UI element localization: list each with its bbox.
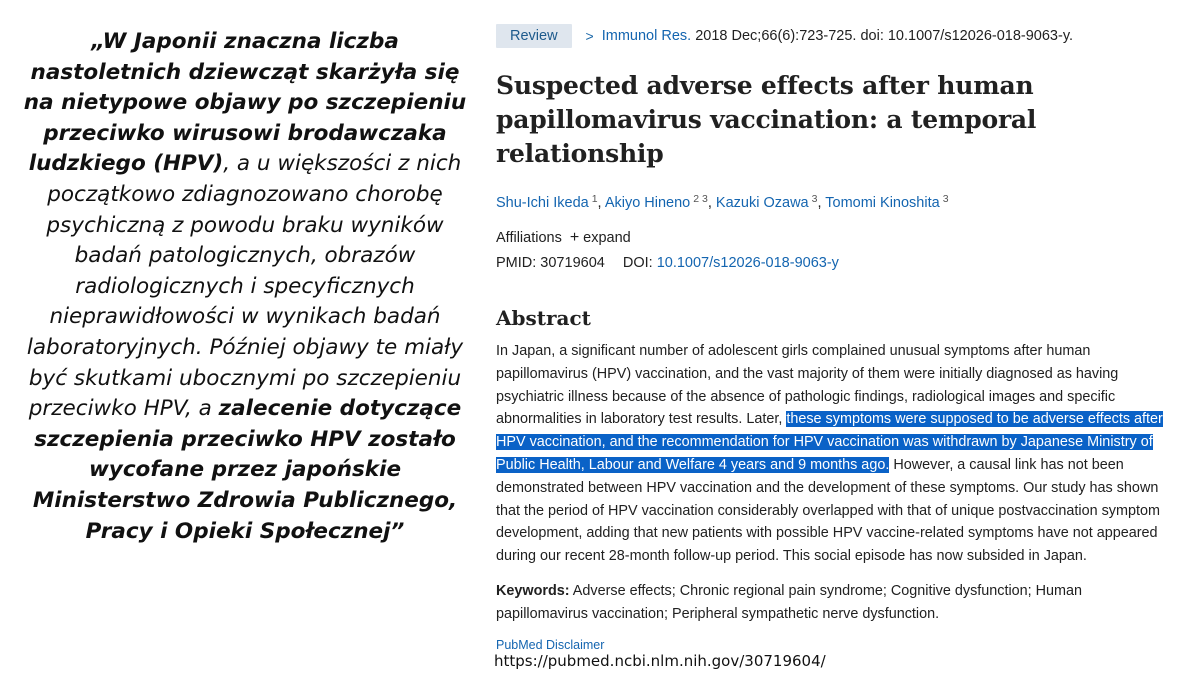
quote-close-mark: ” xyxy=(390,518,405,544)
abstract-text xyxy=(496,340,1166,568)
citation-text: 2018 Dec;66(6):723-725. doi: 10.1007/s12026-018-9063-y. xyxy=(691,28,1074,44)
author-affiliation-ref[interactable]: 2 3 xyxy=(693,193,708,205)
keywords-label: Keywords: xyxy=(496,582,570,599)
affiliations-label: Affiliations xyxy=(496,230,562,246)
author-link[interactable]: Akiyo Hineno xyxy=(604,195,691,211)
identifiers-row xyxy=(496,252,1176,274)
doi-link[interactable]: 10.1007/s12026-018-9063-y xyxy=(656,255,839,271)
author-affiliation-ref[interactable]: 1 xyxy=(591,193,598,205)
chevron-right-icon: > xyxy=(585,28,594,44)
plus-icon[interactable]: + xyxy=(569,229,580,246)
quote-open-mark: „ xyxy=(91,29,103,54)
quote-bold-1: W Japonii znaczna liczba nastoletnich dziewcząt skarżyła się na nietypowe objawy po szczepieniu przeciwko wirusowi brodawczaka ludzkiego (HPV) xyxy=(23,29,467,177)
abstract-post: However, a causal link has not been demonstrated between HPV vaccination and the development of these symptoms. Our study has shown that the period of HPV vaccination considerably overlapped with that of unique postvaccination symptom development, adding that new patients with possible HPV vaccine-related symptoms have not appeared during our recent 28-month follow-up period. This social episode has now subsided in Japan. xyxy=(496,456,1160,565)
pubmed-disclaimer-link[interactable]: PubMed Disclaimer xyxy=(496,637,605,652)
author-affiliation-ref[interactable]: 3 xyxy=(811,193,818,205)
quote-bold-2: zalecenie dotyczące szczepienia przeciwko HPV zostało wycofane przez japońskie Ministerstwo Zdrowia Publicznego, Pracy i Opieki Społecznej xyxy=(32,396,462,544)
author-link[interactable]: Kazuki Ozawa xyxy=(715,195,809,211)
keywords-text: Adverse effects; Chronic regional pain syndrome; Cognitive dysfunction; Human papillomavirus vaccination; Peripheral sympathetic nerve dysfunction. xyxy=(496,582,1083,622)
author-affiliation-ref[interactable]: 3 xyxy=(942,193,949,205)
citation-row xyxy=(496,20,1176,52)
keywords xyxy=(496,580,1176,626)
article-title: Suspected adverse effects after human papillomavirus vaccination: a temporal relationship xyxy=(496,71,1037,168)
pmid: PMID: 30719604 xyxy=(496,255,605,271)
pubmed-article xyxy=(496,20,1176,652)
quote-text: , a u większości z nich początkowo zdiagnozowano chorobę psychiczną z powodu braku wyników badań patologicznych, obrazów radiologicznych i specyficznych nieprawidłowości w wynikach badań laboratoryjnych. Później objawy te miały być skutkami ubocznymi po szczepieniu przeciwko HPV, a xyxy=(26,151,464,422)
abstract-pre: In Japan, a significant number of adolescent girls complained unusual symptoms after human papillomavirus (HPV) vaccination, and the vast majority of them were initially diagnosed as having psychiatric illness because of the absence of pathologic findings, radiological images and specific abnormalities in laboratory test results. Later, xyxy=(496,343,1119,428)
abstract-highlight: these symptoms were supposed to be adverse effects after HPV vaccination, and the recommendation for HPV vaccination was withdrawn by Japanese Ministry of Public Health, Labour and Welfare 4 years and 9 months ago. xyxy=(496,411,1163,473)
affiliations-row[interactable] xyxy=(496,227,1176,249)
author-list: Shu-Ichi Ikeda $^1$, Akiyo Hineno $^{2 3}$, Kazuki Ozawa $^3$, Tomomi Kinoshita $^3$ xyxy=(496,193,949,211)
source-url: https://pubmed.ncbi.nlm.nih.gov/30719604/ xyxy=(494,652,826,670)
expand-label[interactable]: expand xyxy=(583,230,631,246)
doi-label: DOI: xyxy=(622,255,653,271)
author-link[interactable]: Tomomi Kinoshita xyxy=(825,195,940,211)
journal-link[interactable]: Immunol Res. xyxy=(601,28,692,44)
abstract-heading: Abstract xyxy=(496,306,591,330)
article-type-badge: Review xyxy=(496,24,572,48)
author-link[interactable]: Shu-Ichi Ikeda xyxy=(496,195,589,211)
polish-quote xyxy=(14,27,476,547)
